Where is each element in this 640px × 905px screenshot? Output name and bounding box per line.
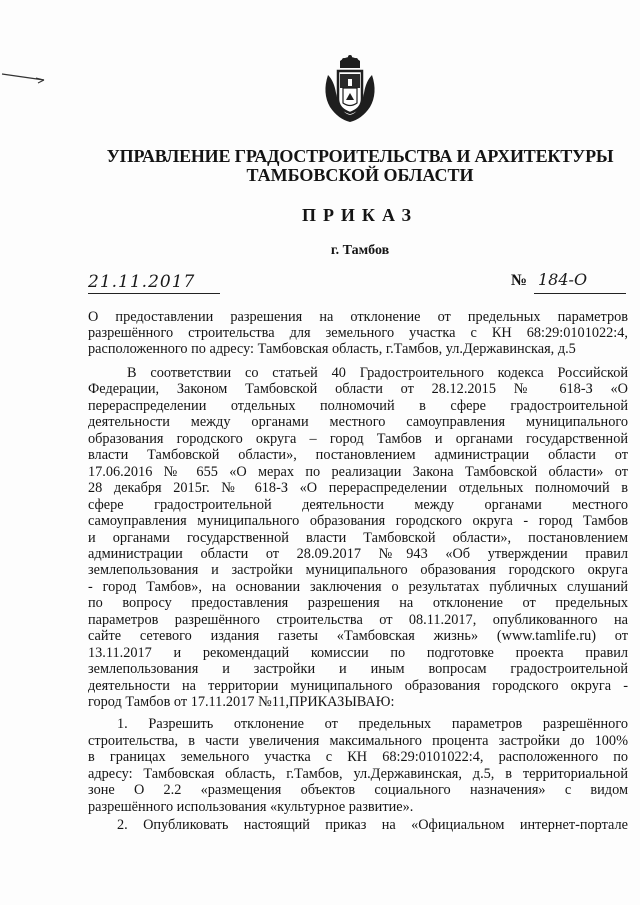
preamble-line: 13.11.2017 и рекомендаций комиссии по подготовке проекта правил xyxy=(88,644,628,661)
subject-line: расположенного по адресу: Тамбовская область, г.Тамбов, ул.Державинская, д.5 xyxy=(88,341,576,357)
preamble-line: землепользования и застройки муниципального образования городского округа xyxy=(88,562,628,579)
org-title-line1: УПРАВЛЕНИЕ ГРАДОСТРОИТЕЛЬСТВА И АРХИТЕКТУРЫ xyxy=(106,146,614,166)
preamble-line: землепользования и застройки и иным вопросам градостроительной xyxy=(88,661,628,678)
preamble-line: по вопросу предоставления разрешения на отклонение от предельных xyxy=(88,595,628,612)
preamble-line: сайте сетевого издания газеты «Тамбовская жизнь» (www.tamlife.ru) от xyxy=(88,628,628,645)
preamble-line: 17.06.2016 № 655 «О мерах по реализации Закона Тамбовской области» от xyxy=(88,463,628,480)
date-underline xyxy=(88,293,220,294)
coat-of-arms-emblem xyxy=(320,55,380,125)
preamble-line: власти Тамбовской области», постановлением администрации области от xyxy=(88,447,628,464)
preamble-line: и органами государственной власти Тамбовской области», постановлением xyxy=(88,529,628,546)
order-item-1-line: разрешённого использования «культурное развитие». xyxy=(88,798,414,815)
org-title-line2: ТАМБОВСКОЙ ОБЛАСТИ xyxy=(246,165,474,185)
preamble-line: администрации области от 28.09.2017 №943 «Об утверждении правил xyxy=(88,545,628,562)
number-label: № xyxy=(511,272,528,289)
order-item-1-line: 1. Разрешить отклонение от предельных параметров разрешённого xyxy=(117,716,628,732)
preamble-line: 28 декабря 2015г. № 618-З «О перераспределении отдельных полномочий в xyxy=(88,480,628,497)
order-item-1-line: зоне О 2.2 «размещения объектов социального назначения» с видом xyxy=(88,782,628,798)
subject-line: О предоставлении разрешения на отклонение от предельных параметров xyxy=(88,309,628,325)
preamble-line: В соответствии со статьей 40 Градостроительного кодекса Российской xyxy=(127,365,628,381)
handwritten-number: 184-О xyxy=(538,270,588,289)
order-item-1-line: строительства, в части увеличения максимального процента застройки до 100% xyxy=(88,732,628,749)
order-item-1-line: в границах земельного участка с КН 68:29:0101022:4, расположенного по xyxy=(88,749,628,765)
order-item-2-line: 2. Опубликовать настоящий приказ на «Официальном интернет-портале xyxy=(117,817,628,833)
preamble-line: образования городского округа – город Тамбов и органами государственной xyxy=(88,430,628,447)
scan-margin-mark xyxy=(0,62,60,102)
preamble-line: сфере градостроительной деятельности между органами местного xyxy=(88,496,628,513)
preamble-line: Федерации, Законом Тамбовской области от 28.12.2015 № 618-З «О xyxy=(88,381,628,398)
subject-line: разрешённого строительства для земельного участка с КН 68:29:0101022:4, xyxy=(88,325,628,341)
preamble-line: деятельности на территории муниципального образования городского округа - xyxy=(88,677,628,694)
city-label: г. Тамбов xyxy=(330,243,390,258)
handwritten-date: 21.11.2017 xyxy=(88,272,196,292)
preamble-line: параметров разрешённого строительства от 08.11.2017, опубликованного на xyxy=(88,611,628,628)
preamble-line: перераспределении отдельных полномочий в сфере градостроительной xyxy=(88,397,628,414)
preamble-line: деятельности между органами местного самоуправления муниципального xyxy=(88,414,628,431)
preamble-line: город Тамбов от 17.11.2017 №11,ПРИКАЗЫВАЮ: xyxy=(88,694,395,710)
doc-type-title: ПРИКАЗ xyxy=(301,205,419,225)
preamble-line: - город Тамбов», на основании заключения о результатах публичных слушаний xyxy=(88,578,628,595)
preamble-line: самоуправления муниципального образования городского округа - город Тамбов xyxy=(88,513,628,530)
number-underline xyxy=(534,293,626,294)
order-item-1-line: адресу: Тамбовская область, г.Тамбов, ул.Державинская, д.5, в территориальной xyxy=(88,765,628,782)
